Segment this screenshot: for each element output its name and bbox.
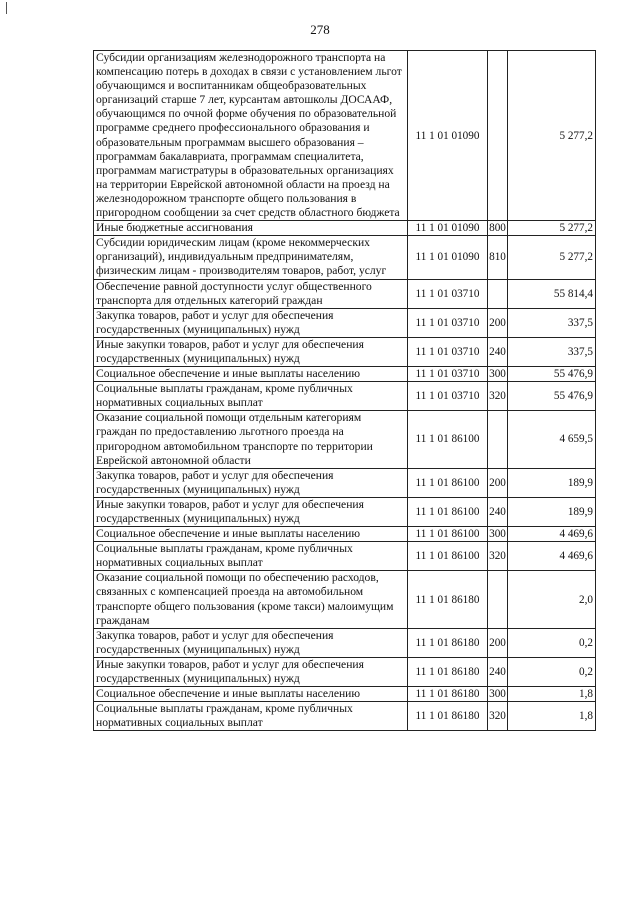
expense-type-cell: 300 [489,688,506,701]
expense-type-cell: 200 [488,628,508,657]
table-row [94,337,596,366]
expense-type-cell: 200 [488,468,508,497]
expense-type-cell [488,51,508,221]
target-code-cell: 11 1 01 86100 [408,527,488,542]
amount-cell: 4 659,5 [508,411,596,468]
amount-cell: 189,9 [508,497,596,526]
target-code-cell: 11 1 01 03710 [408,279,488,308]
expense-name-cell: Иные закупки товаров, работ и услуг для обеспечения государственных (муниципальных) нужд [94,657,408,686]
table-row [94,308,596,337]
expense-type-cell: 240 [488,337,508,366]
table-row [94,527,596,542]
expense-type-cell: 800 [489,222,506,235]
expense-type-cell [488,411,508,468]
table-row [94,542,596,571]
amount-cell: 337,5 [508,308,596,337]
amount-cell: 55 476,9 [508,382,596,411]
table-row [94,497,596,526]
expense-name-cell: Иные закупки товаров, работ и услуг для обеспечения государственных (муниципальных) нужд [94,337,408,366]
table-body [94,51,596,731]
amount-cell: 5 277,2 [508,51,596,221]
expense-type-cell: 240 [488,497,508,526]
expense-name-cell: Оказание социальной помощи отдельным категориям граждан по предоставлению льготного проезда на пригородном автомобильном транспорте по территории Еврейской автономной области [94,411,408,468]
amount-cell: 2,0 [508,571,596,628]
expense-type-cell: 300 [489,368,506,381]
page-number: 278 [310,22,330,37]
table-row [94,236,596,279]
expense-name-cell: Субсидии организациям железнодорожного транспорта на компенсацию потерь в доходах в связи с установлением льгот обучающимся и воспитанникам общеобразовательных организаций старше 7 лет, курсантам автошколы ДОСААФ, обучающимся по очной форме обучения по образовательной программе среднего профессионального образования и образовательным программам высшего образования – программам бакалавриата, программам специалитета, программам магистратуры в образовательных организациях на территории Еврейской автономной области на проезд на железнодорожном транспорте общего пользования в пригородном сообщении за счет средств областного бюджета [94,51,408,221]
amount-cell: 1,8 [508,702,596,731]
expense-name-cell: Закупка товаров, работ и услуг для обеспечения государственных (муниципальных) нужд [94,468,408,497]
table-row [94,628,596,657]
target-code-cell: 11 1 01 86180 [408,628,488,657]
amount-cell: 189,9 [508,468,596,497]
expense-name-cell: Обеспечение равной доступности услуг общественного транспорта для отдельных категорий граждан [94,279,408,308]
amount-cell: 55 476,9 [508,367,596,382]
expense-name-cell: Закупка товаров, работ и услуг для обеспечения государственных (муниципальных) нужд [94,308,408,337]
amount-cell: 0,2 [508,657,596,686]
expense-name-cell: Социальные выплаты гражданам, кроме публичных нормативных социальных выплат [94,702,408,731]
expense-type-cell: 240 [488,657,508,686]
expense-name-cell: Оказание социальной помощи по обеспечению расходов, связанных с компенсацией проезда на автомобильном транспорте общего пользования (кроме такси) малоимущим гражданам [94,571,408,628]
expense-name-cell: Закупка товаров, работ и услуг для обеспечения государственных (муниципальных) нужд [94,628,408,657]
expense-type-cell: 200 [488,308,508,337]
expense-name-cell: Иные закупки товаров, работ и услуг для обеспечения государственных (муниципальных) нужд [94,497,408,526]
amount-cell: 55 814,4 [508,279,596,308]
amount-cell: 337,5 [508,337,596,366]
table-row [94,411,596,468]
expense-type-cell [488,279,508,308]
amount-cell: 4 469,6 [508,542,596,571]
amount-cell: 5 277,2 [508,236,596,279]
expense-name-cell: Социальное обеспечение и иные выплаты населению [94,527,408,542]
expense-type-cell: 320 [488,382,508,411]
scan-edge-mark [6,2,7,14]
expense-type-cell: 320 [488,702,508,731]
target-code-cell: 11 1 01 86180 [408,702,488,731]
table-row [94,657,596,686]
target-code-cell: 11 1 01 86180 [408,687,488,702]
expense-type-cell: 320 [488,542,508,571]
target-code-cell: 11 1 01 86100 [408,468,488,497]
target-code-cell: 11 1 01 01090 [408,51,488,221]
expense-name-cell: Социальные выплаты гражданам, кроме публичных нормативных социальных выплат [94,542,408,571]
target-code-cell: 11 1 01 86100 [408,411,488,468]
expense-name-cell: Иные бюджетные ассигнования [94,221,408,236]
table-row [94,279,596,308]
target-code-cell: 11 1 01 86180 [408,571,488,628]
expense-type-cell [488,571,508,628]
target-code-cell: 11 1 01 01090 [408,221,488,236]
table-row [94,221,596,236]
table-row [94,687,596,702]
expense-type-cell: 810 [488,236,508,279]
amount-cell: 0,2 [508,628,596,657]
target-code-cell: 11 1 01 01090 [408,236,488,279]
target-code-cell: 11 1 01 03710 [408,382,488,411]
target-code-cell: 11 1 01 03710 [408,337,488,366]
table-row [94,702,596,731]
expense-name-cell: Социальное обеспечение и иные выплаты населению [94,367,408,382]
amount-cell: 1,8 [508,687,596,702]
table-row [94,51,596,221]
table-row [94,468,596,497]
target-code-cell: 11 1 01 86100 [408,542,488,571]
budget-table [93,50,596,731]
amount-cell: 5 277,2 [508,221,596,236]
amount-cell: 4 469,6 [508,527,596,542]
table-row [94,571,596,628]
target-code-cell: 11 1 01 03710 [408,308,488,337]
table-row [94,367,596,382]
expense-name-cell: Субсидии юридическим лицам (кроме некоммерческих организаций), индивидуальным предпринимателям, физическим лицам - производителям товаров, работ, услуг [94,236,408,279]
target-code-cell: 11 1 01 86100 [408,497,488,526]
expense-name-cell: Социальное обеспечение и иные выплаты населению [94,687,408,702]
expense-name-cell: Социальные выплаты гражданам, кроме публичных нормативных социальных выплат [94,382,408,411]
target-code-cell: 11 1 01 86180 [408,657,488,686]
table-row [94,382,596,411]
target-code-cell: 11 1 01 03710 [408,367,488,382]
expense-type-cell: 300 [489,528,506,541]
